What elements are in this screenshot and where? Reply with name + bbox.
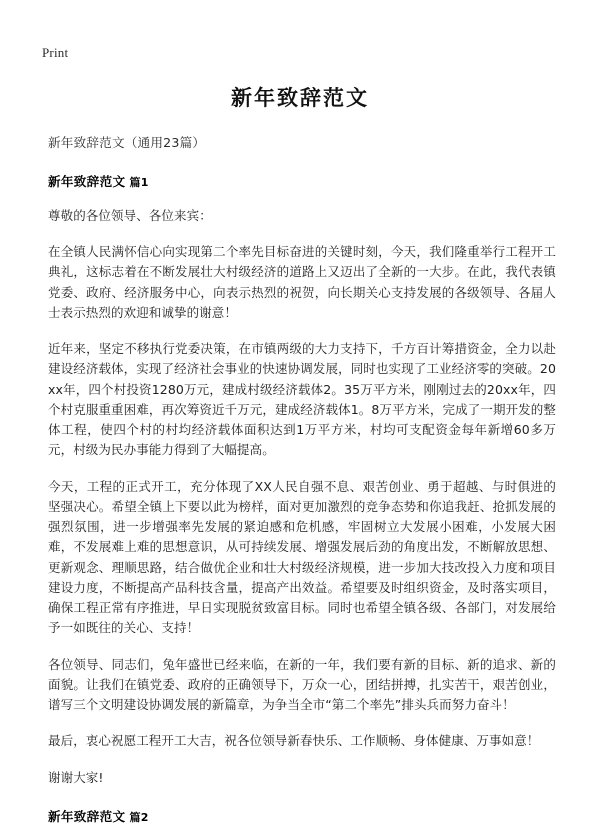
- paragraph: 尊敬的各位领导、各位来宾：: [48, 207, 212, 223]
- section-heading-1-text: 新年致辞范文: [48, 173, 126, 189]
- paragraph: 今天，工程的正式开工，充分体现了XX人民自强不息、艰苦创业、勇于超越、与时俱进的坚强决心。希望全镇上下要以此为榜样，面对更加激烈的竞争态势和你追我赶、抢抓发展的强烈氛围，进一步增强率先发展的紧迫感和危机感，牢固树立大发展小困难，小发展大困难，不发展难上难的思想意识，从可持续发展、增强发展后劲的角度出发，不断解放思想、更新观念、理顺思路，结合做优企业和壮大村级经济规模，进一步加大技改投入力度和项目建设力度，不断提高产品科技含量，提高产出效益。希望要及时组织资金，及时落实项目，确保工程正常有序推进，早日实现脱贫致富目标。同时也希望全镇各级、各部门，对发展给予一如既往的关心、支持！: [48, 478, 556, 636]
- section-heading-1-number: 篇1: [125, 175, 149, 189]
- document-body: [0, 134, 600, 825]
- section-heading-1: [48, 171, 556, 190]
- page-title: 新年致辞范文: [231, 86, 369, 110]
- section-heading-2-number: 篇2: [125, 810, 149, 824]
- paragraph: 谢谢大家!: [48, 769, 104, 785]
- print-link[interactable]: Print: [42, 45, 69, 60]
- document-subtitle: 新年致辞范文（通用23篇）: [48, 135, 206, 150]
- print-toolbar: [0, 0, 600, 64]
- paragraph: 近年来，坚定不移执行党委决策，在市镇两级的大力支持下，千方百计筹措资金，全力以赴建设经济载体，实现了经济社会事业的快速协调发展，同时也实现了工业经济零的突破。20xx年，四个村投资1280万元，建成村级经济载体2。35万平方米，刚刚过去的20xx年，四个村克服重重困难，再次筹资近千万元，建成经济载体1。8万平方米，完成了一期开发的整体工程，使四个村的村均经济载体面积达到1万平方米，村均可支配资金每年新增60多万元，村级为民办事能力得到了大幅提高。: [48, 341, 556, 458]
- section-heading-2: [48, 806, 556, 825]
- paragraph: 最后，衷心祝愿工程开工大吉，祝各位领导新春快乐、工作顺畅、身体健康、万事如意！: [48, 733, 540, 749]
- section-heading-2-text: 新年致辞范文: [48, 808, 126, 824]
- paragraph: 各位领导、同志们，兔年盛世已经来临，在新的一年，我们要有新的目标、新的追求、新的面貌。让我们在镇党委、政府的正确领导下，万众一心，团结拼搏，扎实苦干，艰苦创业，谱写三个文明建设协调发展的新篇章，为争当全市“第二个率先”排头兵而努力奋斗！: [48, 656, 556, 713]
- paragraph: 在全镇人民满怀信心向实现第二个率先目标奋进的关键时刻，今天，我们隆重举行工程开工典礼，这标志着在不断发展壮大村级经济的道路上又迈出了全新的一大步。在此，我代表镇党委、政府、经济服务中心，向表示热烈的祝贺，向长期关心支持发展的各级领导、各届人士表示热烈的欢迎和诚挚的谢意！: [48, 244, 556, 320]
